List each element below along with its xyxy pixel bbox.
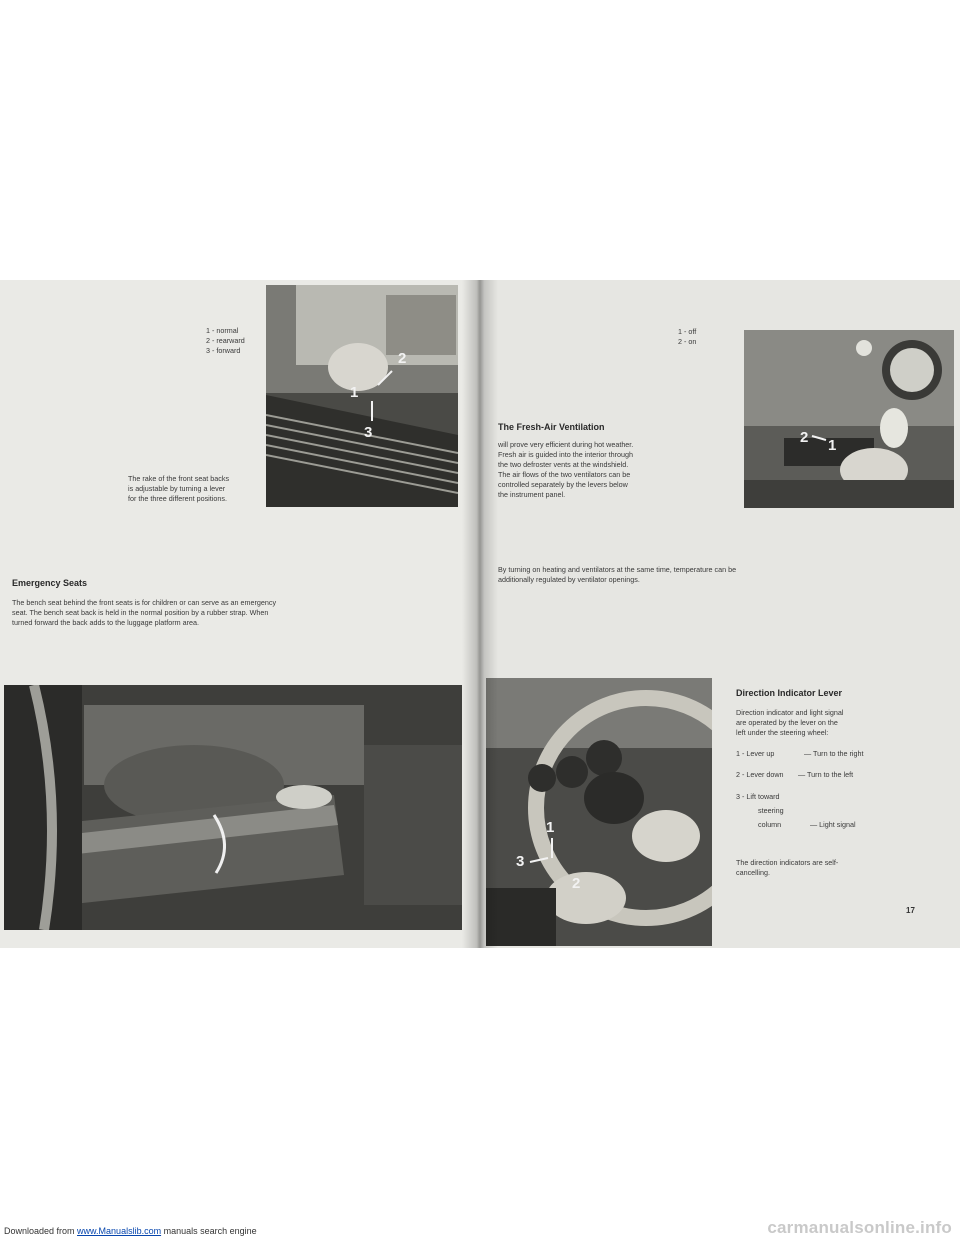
download-footer [4, 1226, 257, 1236]
wheel-label-2: 2 [572, 875, 581, 892]
vent-label-2: 2 [800, 429, 809, 446]
manualslib-link[interactable]: www.Manualslib.com [77, 1226, 162, 1236]
emergency-seats-body: The bench seat behind the front seats is for children or can serve as an emergency seat. The bench seat back is held in the normal position by a rubber strap. When turned forward the back adds to the luggage platform area. [12, 598, 277, 627]
right-page [478, 280, 960, 948]
vent-position-2: 2 - on [678, 337, 697, 346]
heating-note: By turning on heating and ventilators at the same time, temperature can be additionally regulated by ventilator openings. [498, 565, 737, 584]
manual-spread [0, 280, 960, 948]
indicator-item-1: 1 - Lever up — Turn to the right [736, 749, 864, 758]
steering-wheel-photo [486, 678, 712, 946]
left-page [0, 280, 478, 948]
fresh-air-body: will prove very efficient during hot weather. Fresh air is guided into the interior through the two defroster vents at the windshield. The air flows of the two ventilators can be controlled separately by the levers below the instrument panel. [498, 440, 634, 499]
indicator-item-2: 2 - Lever down — Turn to the left [736, 770, 854, 779]
ventilation-lever-photo [744, 330, 954, 508]
direction-indicator-intro: Direction indicator and light signal are operated by the lever on the left under the steering wheel: [736, 708, 844, 737]
seat-illustration [266, 285, 458, 507]
gauge-left [528, 764, 556, 792]
seat-label-2: 2 [398, 350, 407, 367]
page-gutter [462, 280, 498, 948]
footer-suffix: manuals search engine [161, 1226, 257, 1236]
hand-shape-trunk [276, 785, 332, 809]
seat-position-list [206, 326, 245, 356]
wheel-illustration [486, 678, 712, 946]
seat-adjustment-photo [266, 285, 458, 507]
vent-position-1: 1 - off [678, 327, 697, 336]
wheel-label-3: 3 [516, 853, 525, 870]
direction-indicator-heading: Direction Indicator Lever [736, 688, 843, 698]
page-number: 17 [906, 906, 915, 915]
hand-shape-wheel [632, 810, 700, 862]
gear-knob-shape [880, 408, 908, 448]
fresh-air-heading: The Fresh-Air Ventilation [498, 422, 605, 432]
luggage-area-photo [4, 685, 462, 930]
watermark-text: carmanualsonline.info [767, 1218, 952, 1237]
seat-position-1: 1 - normal [206, 326, 239, 335]
footer-prefix: Downloaded from [4, 1226, 78, 1236]
vent-position-list [678, 327, 696, 347]
vent-label-1: 1 [828, 437, 837, 454]
vent-illustration [744, 330, 954, 508]
seat-position-3: 3 - forward [206, 346, 241, 355]
trunk-illustration [4, 685, 462, 930]
seat-label-3: 3 [364, 424, 373, 441]
indicator-item-3: 3 - Lift toward steering column — Light signal [736, 792, 856, 829]
emergency-seats-heading: Emergency Seats [12, 578, 88, 588]
seat-label-1: 1 [350, 384, 359, 401]
indicator-note: The direction indicators are self- cancelling. [736, 858, 839, 877]
wheel-label-1: 1 [546, 819, 555, 836]
seat-rake-caption: The rake of the front seat backs is adjustable by turning a lever for the three different positions. [128, 474, 230, 503]
seat-position-2: 2 - rearward [206, 336, 245, 345]
